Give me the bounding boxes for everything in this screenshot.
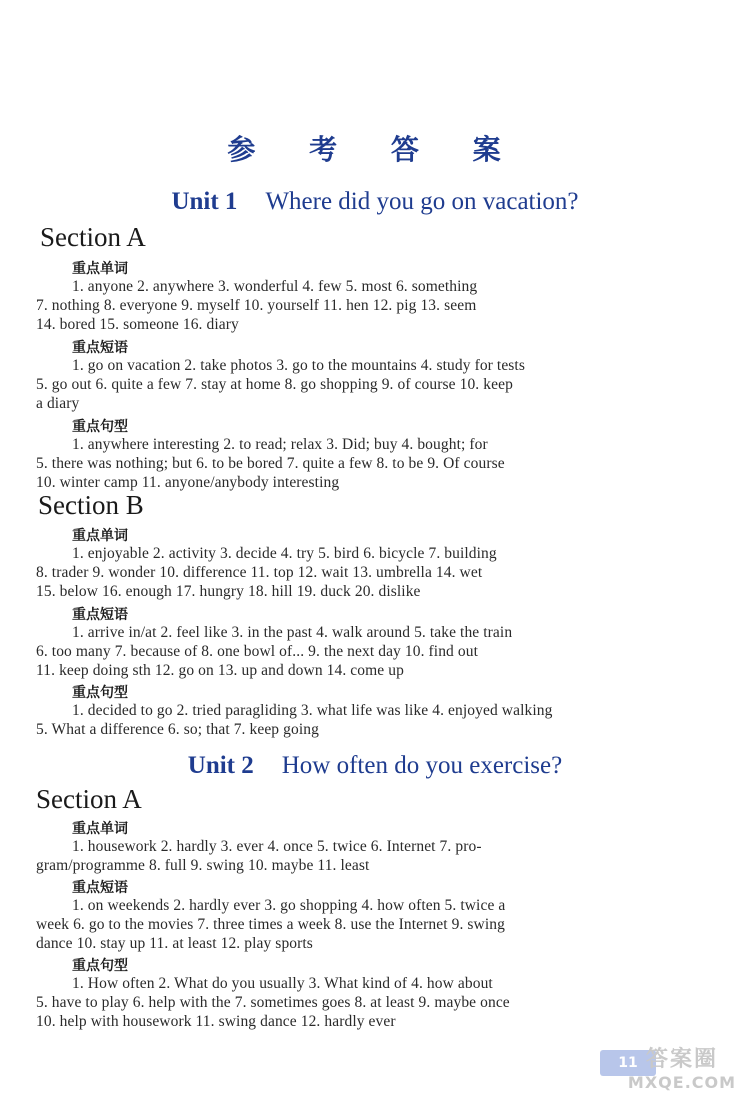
u1a-words-line-2: 7. nothing 8. everyone 9. myself 10. yourself 11. hen 12. pig 13. seem — [36, 297, 477, 314]
u1-section-a-heading: Section A — [40, 222, 146, 252]
u1b-sentences-line-2: 5. What a difference 6. so; that 7. keep going — [36, 721, 319, 738]
u1a-key-phrases-label: 重点短语 — [72, 340, 128, 356]
u1a-phrases-line-3: a diary — [36, 395, 80, 412]
u2a-key-sentences-label: 重点句型 — [72, 958, 128, 974]
u1b-phrases-line-3: 11. keep doing sth 12. go on 13. up and down 14. come up — [36, 662, 404, 679]
u1b-key-phrases-label: 重点短语 — [72, 607, 128, 623]
watermark-text-1: 答案圈 — [645, 1047, 718, 1072]
u2a-phrases-line-3: dance 10. stay up 11. at least 12. play sports — [36, 935, 313, 952]
u2-section-a-heading: Section A — [36, 784, 142, 814]
u2a-sentences-line-3: 10. help with housework 11. swing dance 12. hardly ever — [36, 1013, 396, 1030]
unit-2-number: Unit 2 — [187, 752, 254, 779]
page-number-badge: 11 — [600, 1050, 656, 1076]
u1-section-b-heading: Section B — [38, 490, 144, 520]
watermark-text-2: MXQE.COM — [627, 1073, 737, 1093]
u2a-sentences-line-2: 5. have to play 6. help with the 7. sometimes goes 8. at least 9. maybe once — [36, 994, 510, 1011]
u1b-key-words-label: 重点单词 — [72, 528, 128, 544]
u2a-phrases-line-2: week 6. go to the movies 7. three times a week 8. use the Internet 9. swing — [36, 916, 505, 933]
u2a-key-words-label: 重点单词 — [72, 821, 128, 837]
unit-2-name: How often do you exercise? — [281, 752, 563, 779]
unit-2-title — [0, 752, 750, 780]
u2a-words-line-2: gram/programme 8. full 9. swing 10. maybe 11. least — [36, 857, 370, 874]
u2a-phrases-line-1: 1. on weekends 2. hardly ever 3. go shopping 4. how often 5. twice a — [72, 897, 506, 914]
u2a-key-phrases-label: 重点短语 — [72, 880, 128, 896]
u1a-phrases-line-2: 5. go out 6. quite a few 7. stay at home 8. go shopping 9. of course 10. keep — [36, 376, 513, 393]
u1b-key-sentences-label: 重点句型 — [72, 685, 128, 701]
u1a-words-line-1: 1. anyone 2. anywhere 3. wonderful 4. few 5. most 6. something — [72, 278, 478, 295]
u1a-key-sentences-label: 重点句型 — [72, 419, 128, 435]
u1a-sentences-line-2: 5. there was nothing; but 6. to be bored 7. quite a few 8. to be 9. Of course — [36, 455, 505, 472]
u1b-phrases-line-2: 6. too many 7. because of 8. one bowl of... 9. the next day 10. find out — [36, 643, 478, 660]
u1a-words-line-3: 14. bored 15. someone 16. diary — [36, 316, 239, 333]
watermark-logo — [618, 1047, 746, 1107]
u1b-words-line-1: 1. enjoyable 2. activity 3. decide 4. try 5. bird 6. bicycle 7. building — [72, 545, 497, 562]
u1b-words-line-2: 8. trader 9. wonder 10. difference 11. top 12. wait 13. umbrella 14. wet — [36, 564, 483, 581]
unit-1-name: Where did you go on vacation? — [265, 188, 579, 215]
u2a-sentences-line-1: 1. How often 2. What do you usually 3. What kind of 4. how about — [72, 975, 493, 992]
u1a-sentences-line-3: 10. winter camp 11. anyone/anybody interesting — [36, 474, 340, 491]
u1a-key-words-label: 重点单词 — [72, 261, 128, 277]
u2a-words-line-1: 1. housework 2. hardly 3. ever 4. once 5. twice 6. Internet 7. pro- — [72, 838, 482, 855]
u1a-phrases-line-1: 1. go on vacation 2. take photos 3. go to the mountains 4. study for tests — [72, 357, 525, 374]
u1a-sentences-line-1: 1. anywhere interesting 2. to read; relax 3. Did; buy 4. bought; for — [72, 436, 488, 453]
unit-1-number: Unit 1 — [171, 188, 238, 215]
u1b-phrases-line-1: 1. arrive in/at 2. feel like 3. in the past 4. walk around 5. take the train — [72, 624, 513, 641]
unit-1-title — [0, 188, 750, 216]
page-title: 参 考 答 案 — [227, 133, 523, 166]
u1b-sentences-line-1: 1. decided to go 2. tried paragliding 3. what life was like 4. enjoyed walking — [72, 702, 553, 719]
u1b-words-line-3: 15. below 16. enough 17. hungry 18. hill 19. duck 20. dislike — [36, 583, 421, 600]
